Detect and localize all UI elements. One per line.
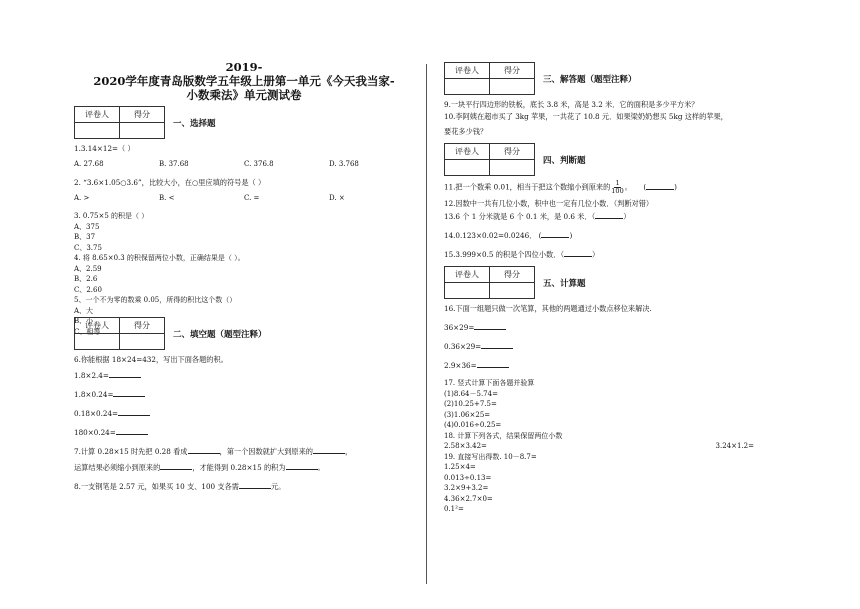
answer-blank[interactable] xyxy=(109,369,141,378)
option-d: D. × xyxy=(329,194,345,202)
answer-blank[interactable] xyxy=(477,359,509,368)
option-b: B. 37.68 xyxy=(159,160,189,168)
reviewer-cell xyxy=(75,123,120,139)
question-19-item: 0.1²= xyxy=(444,505,464,513)
question-19-item: 4.36×2.7×0= xyxy=(444,494,493,503)
score-box xyxy=(444,266,535,299)
section-title: 一、选择题 xyxy=(173,118,216,129)
score-cell xyxy=(490,283,535,299)
answer-blank[interactable] xyxy=(313,445,345,454)
answer-blank[interactable] xyxy=(113,388,145,397)
section-title: 二、填空题（题型注释） xyxy=(173,329,267,340)
score-box xyxy=(444,143,535,176)
question-13: 13.6 个 1 分米就是 6 个 0.1 米，是 0.6 米．（ ） xyxy=(444,212,631,221)
reviewer-cell xyxy=(445,79,490,95)
question-1: 1.3.14×12=（ ） xyxy=(74,144,135,153)
question-3: 3. 0.75×5 的积是（ ） xyxy=(74,212,149,220)
option-b: B、2.6 xyxy=(74,275,98,283)
question-8: 8.一支钢笔是 2.57 元，如果买 10 支、100 支各需 元。 xyxy=(74,482,286,491)
option-b: B、小 xyxy=(74,317,94,325)
question-17: 17. 竖式计算下面各题并验算 xyxy=(444,379,535,387)
option-d: D. 3.768 xyxy=(329,160,359,168)
section-title: 五、计算题 xyxy=(543,278,586,289)
reviewer-label: 评卷人 xyxy=(445,144,490,160)
answer-blank[interactable] xyxy=(541,229,569,238)
reviewer-cell xyxy=(445,160,490,176)
score-box xyxy=(74,317,165,350)
option-c: C. 376.8 xyxy=(244,160,274,168)
section-3-header xyxy=(444,62,824,95)
question-16-item: 0.36×29= xyxy=(444,340,824,353)
score-label: 得分 xyxy=(120,107,165,123)
question-2: 2. “3.6×1.05○3.6”，比较大小，在○里应填的符号是（ ） xyxy=(74,178,266,187)
question-19-item: 1.25×4= xyxy=(444,463,476,471)
question-1-options xyxy=(74,157,414,171)
score-label: 得分 xyxy=(490,267,535,283)
question-16-item: 36×29= xyxy=(444,321,824,334)
score-cell xyxy=(490,79,535,95)
answer-blank[interactable] xyxy=(188,445,220,454)
answer-blank[interactable] xyxy=(160,461,192,470)
question-18: 18. 计算下列各式，结果保留两位小数 xyxy=(444,431,563,440)
question-19-item: 3.2×9+3.2= xyxy=(444,484,489,492)
question-6-item: 180×0.24= xyxy=(74,426,414,439)
fraction-one-hundredth: $\frac{1}{100}$ xyxy=(611,179,624,195)
section-2-header xyxy=(74,317,414,350)
question-12: 12.因数中一共有几位小数，积中也一定有几位小数．（判断对错） xyxy=(444,199,654,208)
answer-blank[interactable] xyxy=(118,407,150,416)
section-4-header xyxy=(444,143,824,176)
title-line-2: 2020学年度青岛版数学五年级上册第一单元《今天我当家- xyxy=(93,74,395,88)
answer-blank[interactable] xyxy=(481,340,513,349)
score-box xyxy=(74,106,165,139)
answer-blank[interactable] xyxy=(474,321,506,330)
option-b: B、37 xyxy=(74,233,96,241)
column-divider xyxy=(426,64,427,584)
score-cell xyxy=(490,160,535,176)
answer-blank[interactable] xyxy=(646,181,674,190)
option-c: C、2.60 xyxy=(74,285,102,294)
question-5: 5、一个不为零的数乘 0.05，所得的积比这个数（） xyxy=(74,296,237,304)
option-a: A、375 xyxy=(74,222,100,231)
answer-blank[interactable] xyxy=(564,248,592,257)
question-6-item: 1.8×2.4= xyxy=(74,369,414,382)
question-19: 19. 直接写出得数. 10－8.7= xyxy=(444,452,537,461)
question-10-line-2: 要花多少钱？ xyxy=(444,127,488,136)
exam-title xyxy=(74,60,414,102)
reviewer-label: 评卷人 xyxy=(75,318,120,334)
option-a: A. > xyxy=(74,194,90,202)
reviewer-label: 评卷人 xyxy=(75,107,120,123)
option-a: A、2.59 xyxy=(74,264,102,273)
question-17-item: (2)10.25+7.5= xyxy=(444,400,497,408)
question-16-item: 2.9×36= xyxy=(444,359,824,372)
score-label: 得分 xyxy=(120,318,165,334)
question-16: 16.下面一组题只做一次笔算，其他的两题通过小数点移位来解决. xyxy=(444,304,652,313)
option-b: B. < xyxy=(159,194,175,202)
section-1-header xyxy=(74,106,414,139)
answer-blank[interactable] xyxy=(116,426,148,435)
question-6: 6.你能根据 18×24=432，写出下面各题的积。 xyxy=(74,355,228,364)
question-7-line-1: 7.计算 0.28×15 时先把 0.28 看成 ，第一个因数就扩大到原来的 ， xyxy=(74,447,353,456)
question-18-item: 2.58×3.42= xyxy=(444,442,487,450)
title-line-3: 小数乘法》单元测试卷 xyxy=(186,88,302,102)
question-6-item: 0.18×0.24= xyxy=(74,407,414,420)
left-column xyxy=(74,60,414,493)
option-c: C、相等 xyxy=(74,327,101,336)
question-17-item: (1)8.64－5.74= xyxy=(444,389,498,398)
question-17-item: (3)1.06×25= xyxy=(444,410,491,419)
question-11: 11.把一个数乘 0.01，相当于把这个数缩小到原来的 $\frac{1}{100}$ 。 ( ) xyxy=(444,179,677,195)
question-18-item: 3.24×1.2= xyxy=(715,442,754,450)
answer-blank[interactable] xyxy=(239,480,271,489)
score-cell xyxy=(120,123,165,139)
right-column xyxy=(444,60,824,515)
score-label: 得分 xyxy=(490,63,535,79)
reviewer-cell xyxy=(445,283,490,299)
score-box xyxy=(444,62,535,95)
question-15: 15.3.999×0.5 的积是个四位小数．（ ） xyxy=(444,250,600,259)
option-a: A、大 xyxy=(74,306,94,315)
score-label: 得分 xyxy=(490,144,535,160)
reviewer-label: 评卷人 xyxy=(445,267,490,283)
question-7-line-2: 运算结果必须缩小到原来的 ，才能得到 0.28×15 的积为 。 xyxy=(74,463,325,472)
answer-blank[interactable] xyxy=(286,461,318,470)
question-10-line-1: 10.李阿姨在超市买了 3kg 苹果，一共花了 10.8 元．如果梁奶奶想买 5kg 这样的苹果， xyxy=(444,112,728,121)
question-17-item: (4)0.016÷0.25= xyxy=(444,421,502,429)
title-line-1: 2019- xyxy=(225,60,263,74)
option-c: C、3.75 xyxy=(74,243,102,252)
question-9: 9.一块平行四边形的铁板，底长 3.8 米，高是 3.2 米．它的面积是多少平方米？ xyxy=(444,100,699,109)
question-19-item: 0.013÷0.13= xyxy=(444,473,492,482)
score-cell xyxy=(120,334,165,350)
option-a: A. 27.68 xyxy=(74,160,104,168)
section-5-header xyxy=(444,266,824,299)
section-title: 三、解答题（题型注释） xyxy=(543,74,637,85)
option-c: C. = xyxy=(244,194,260,202)
question-4: 4. 将 8.65×0.3 的积保留两位小数，正确结果是（ ）。 xyxy=(74,254,245,262)
question-6-item: 1.8×0.24= xyxy=(74,388,414,401)
reviewer-label: 评卷人 xyxy=(445,63,490,79)
reviewer-cell xyxy=(75,334,120,350)
answer-blank[interactable] xyxy=(595,210,623,219)
section-title: 四、判断题 xyxy=(543,155,586,166)
question-2-options xyxy=(74,191,414,205)
question-14: 14.0.123×0.02=0.0246． ( ) xyxy=(444,231,573,240)
question-18-items xyxy=(444,441,754,452)
